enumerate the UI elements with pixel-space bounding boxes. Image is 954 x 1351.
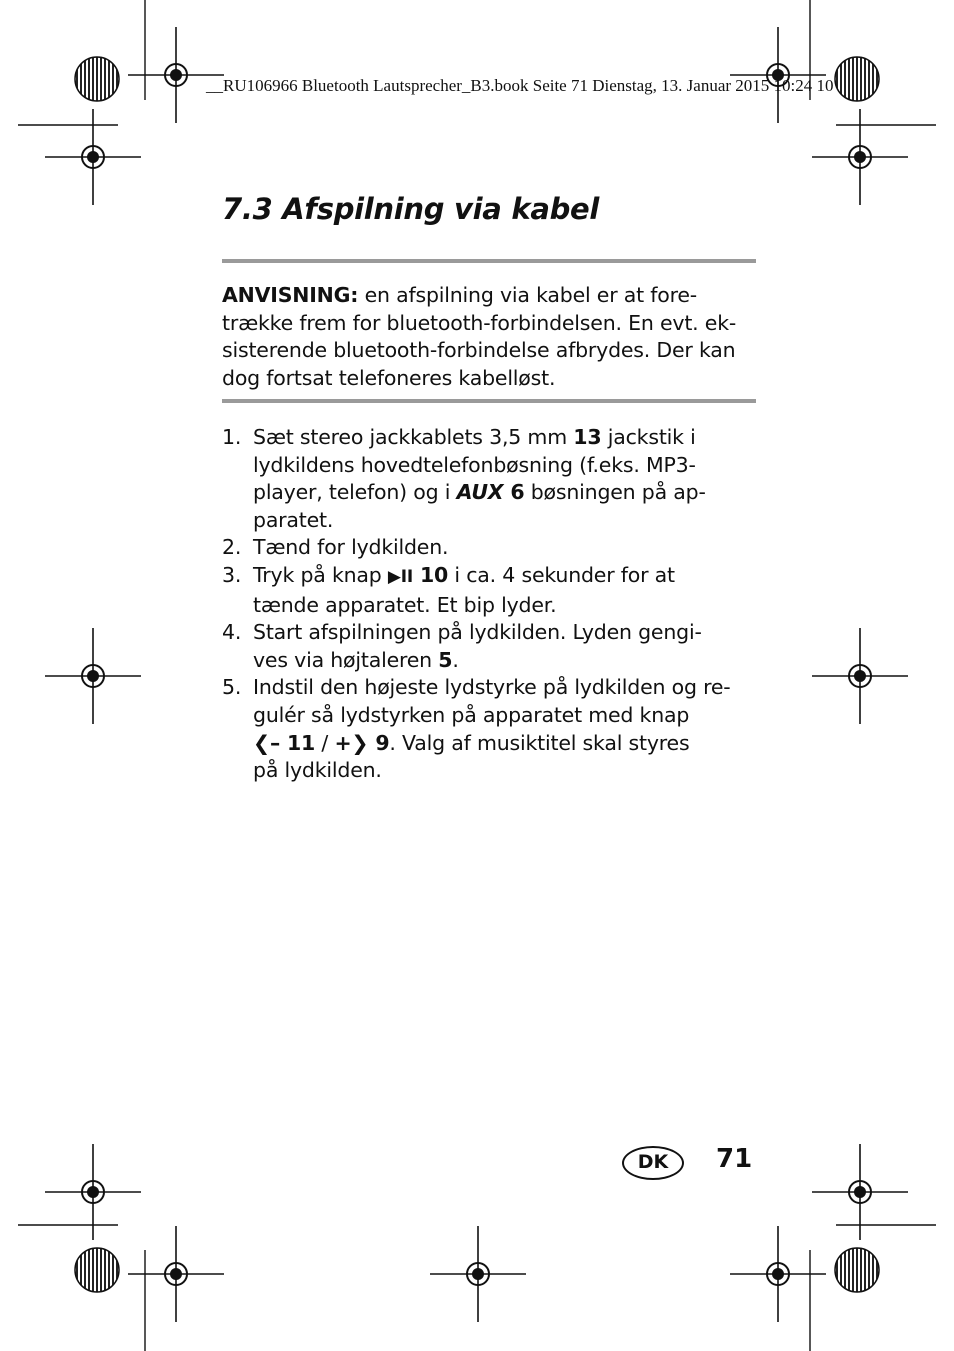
note-top-rule (222, 259, 756, 263)
list-item (222, 424, 762, 534)
aux-label: AUX (456, 480, 504, 505)
step-list (222, 424, 762, 785)
step-text: tænde apparatet. Et bip lyder. (253, 592, 557, 617)
note-label: ANVISNING: (222, 283, 359, 307)
step-number: 2. (222, 535, 242, 560)
note-box (222, 282, 762, 392)
step-text: Sæt stereo jackkablets 3,5 mm (253, 425, 574, 449)
step-number: 4. (222, 620, 242, 645)
step-text: Indstil den højeste lydstyrke på lydkilden og re- (253, 675, 731, 700)
list-item (222, 619, 762, 674)
step-text: gulér så lydstyrken på apparatet med knap (253, 702, 690, 727)
step-text: på lydkilden. (253, 758, 382, 783)
step-text: player, telefon) og i (253, 480, 457, 505)
language-badge: DK (622, 1146, 684, 1180)
note-line-4: dog fortsat telefoneres kabelløst. (222, 365, 556, 390)
step-text: Start afspilningen på lydkilden. Lyden gengi- (253, 620, 702, 645)
volume-up-icon: +❯ 9 (334, 730, 390, 755)
step-text: / (315, 730, 335, 755)
volume-down-icon: ❮– 11 (253, 730, 316, 755)
step-text: Tryk på knap (253, 562, 388, 587)
part-ref: 6 (503, 480, 525, 505)
step-text: i ca. 4 sekunder for at (448, 562, 675, 587)
print-header: __RU106966 Bluetooth Lautsprecher_B3.book Seite 71 Dienstag, 13. Januar 2015 10:24 10 (206, 76, 834, 95)
step-number: 3. (222, 562, 242, 587)
step-text: . Valg af musiktitel skal styres (389, 730, 690, 755)
part-ref: 13 (573, 425, 602, 449)
step-text: . (452, 647, 459, 672)
note-line-3: sisterende bluetooth-forbindelse afbrydes. Der kan (222, 338, 736, 363)
step-number: 5. (222, 675, 242, 700)
step-text: jackstik i (601, 425, 696, 449)
step-text: ves via højtaleren (253, 647, 439, 672)
step-text: bøsningen på ap- (524, 480, 706, 505)
step-number: 1. (222, 425, 242, 449)
list-item (222, 562, 762, 619)
part-ref: 10 (413, 562, 449, 587)
page-number: 71 (716, 1144, 753, 1174)
step-text: lydkildens hovedtelefonbøsning (f.eks. MP3- (253, 452, 696, 477)
note-line-1: en afspilning via kabel er at fore- (364, 283, 698, 307)
part-ref: 5 (438, 647, 453, 672)
step-text: paratet. (253, 507, 334, 532)
list-item (222, 534, 762, 562)
note-line-2: trække frem for bluetooth-forbindelsen. En evt. ek- (222, 310, 737, 335)
play-pause-icon: ▶II (387, 566, 414, 587)
step-text: Tænd for lydkilden. (253, 535, 449, 560)
note-bottom-rule (222, 399, 756, 403)
section-title: 7.3 Afspilning via kabel (222, 192, 600, 226)
list-item (222, 674, 762, 784)
